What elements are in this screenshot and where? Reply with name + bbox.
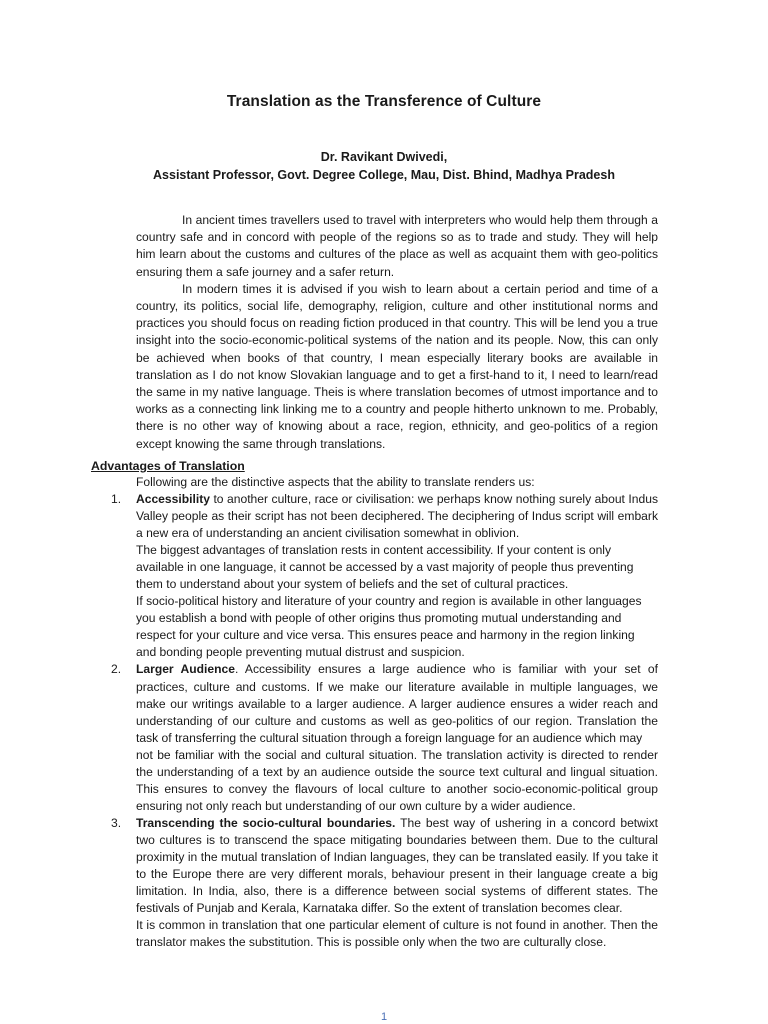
list-item-number: 1. [111, 492, 122, 506]
section-heading: Advantages of Translation [91, 459, 245, 473]
intro-paragraph: In ancient times travellers used to travel with interpreters who would help them through a country safe and in concord with people of the regions so as to trade and study. They will help him learn about the customs and cultures of the place as well as acquaint them with geo-politics ensuring them a safe journey and a safer return. [136, 213, 658, 279]
list-item-paragraph: not be familiar with the social and cultural situation. The translation activity is directed to render the understanding of a text by an audience outside the source text cultural and lingual situation. This ensures to convey the flavours of local culture to another socio-economic-political group ensuring not only reach but understanding of our own culture by a wider audience. [136, 747, 658, 813]
list-item-lead: Accessibility [136, 492, 210, 506]
intro-paragraph: In modern times it is advised if you wish to learn about a certain period and time of a country, its politics, social life, demography, religion, culture and other institutional norms and practices you should focus on reading fiction produced in that country. This will be lend you a true insight into the socio-economic-political systems of the nation and its people. Now, this can only be achieved when books of that country, I mean especially literary books are available in translation as I do not know Slovakian language and to get a first-hand to it, I need to learn/read the same in my native language. Theis is where translation becomes of utmost importance and to works as a connecting link linking me to a country and people hitherto unknown to me. Probably, there is no other way of knowing about a race, region, ethnicity, and geo-politics of a region except knowing the same through translations. [136, 281, 658, 451]
section-intro: Following are the distinctive aspects that the ability to translate renders us: [136, 475, 535, 489]
list-item-number: 3. [111, 815, 122, 830]
list-item-first-paragraph [136, 491, 658, 542]
author-name: Dr. Ravikant Dwivedi, [320, 150, 448, 164]
list-item-text: to another culture, race or civilisation: we perhaps know nothing surely about Indus Valley people as their script has not been deciphered. The deciphering of Indus script will embark a new era of understanding an ancient civilisation somewhat in oblivion. [136, 492, 658, 541]
list-item-paragraph: If socio-political history and literature of your country and region is available in other languages you establish a bond with people of other origins thus promoting mutual understanding and respect for your culture and vice versa. This ensures peace and harmony in the region linking and bonding people preventing mutual distrust and suspicion. [136, 594, 642, 660]
list-item-text: . Accessibility ensures a large audience who is familiar with your set of practices, culture and customs. If we make our literature available in multiple languages, we make our writings available to a larger audience. A larger audience ensures a wider reach and understanding of our culture and customs as well as geo-politics of our region. Translation the task of transferring the cultural situation through a foreign language for an audience which may [136, 662, 658, 745]
list-item-lead: Larger Audience [136, 662, 235, 677]
list-item [111, 491, 658, 661]
author-block [0, 148, 768, 184]
intro-section [136, 212, 658, 453]
list-item [111, 661, 658, 814]
advantages-list [111, 491, 658, 951]
paper-title: Translation as the Transference of Culture [226, 93, 542, 110]
list-item-text: The best way of ushering in a concord betwixt two cultures is to transcend the space mitigating boundaries between them. Due to the cultural proximity in the mutual translation of Indian languages, they can be translated easily. If you take it to the Europe there are very different morals, behaviour present in their language create a big limitation. In India, also, there is a difference between social systems of different states. The festivals of Punjab and Kerala, Karnataka differ. So the extent of translation becomes clear. [136, 815, 658, 916]
author-affiliation: Assistant Professor, Govt. Degree College, Mau, Dist. Bhind, Madhya Pradesh [153, 168, 615, 182]
list-item-paragraph: It is common in translation that one particular element of culture is not found in another. Then the translator makes the substitution. This is possible only when the two are culturally close. [136, 918, 658, 950]
list-item-first-paragraph [136, 661, 658, 746]
list-item-paragraph: The biggest advantages of translation rests in content accessibility. If your content is only available in one language, it cannot be accessed by a vast majority of people thus preventing them to understand about your system of beliefs and the set of cultural practices. [136, 543, 634, 592]
page-number: 1 [380, 1011, 388, 1023]
list-item-first-paragraph [136, 815, 658, 917]
list-item-number: 2. [111, 662, 122, 677]
list-item-lead: Transcending the socio-cultural boundaries. [136, 815, 396, 830]
list-item [111, 815, 658, 951]
